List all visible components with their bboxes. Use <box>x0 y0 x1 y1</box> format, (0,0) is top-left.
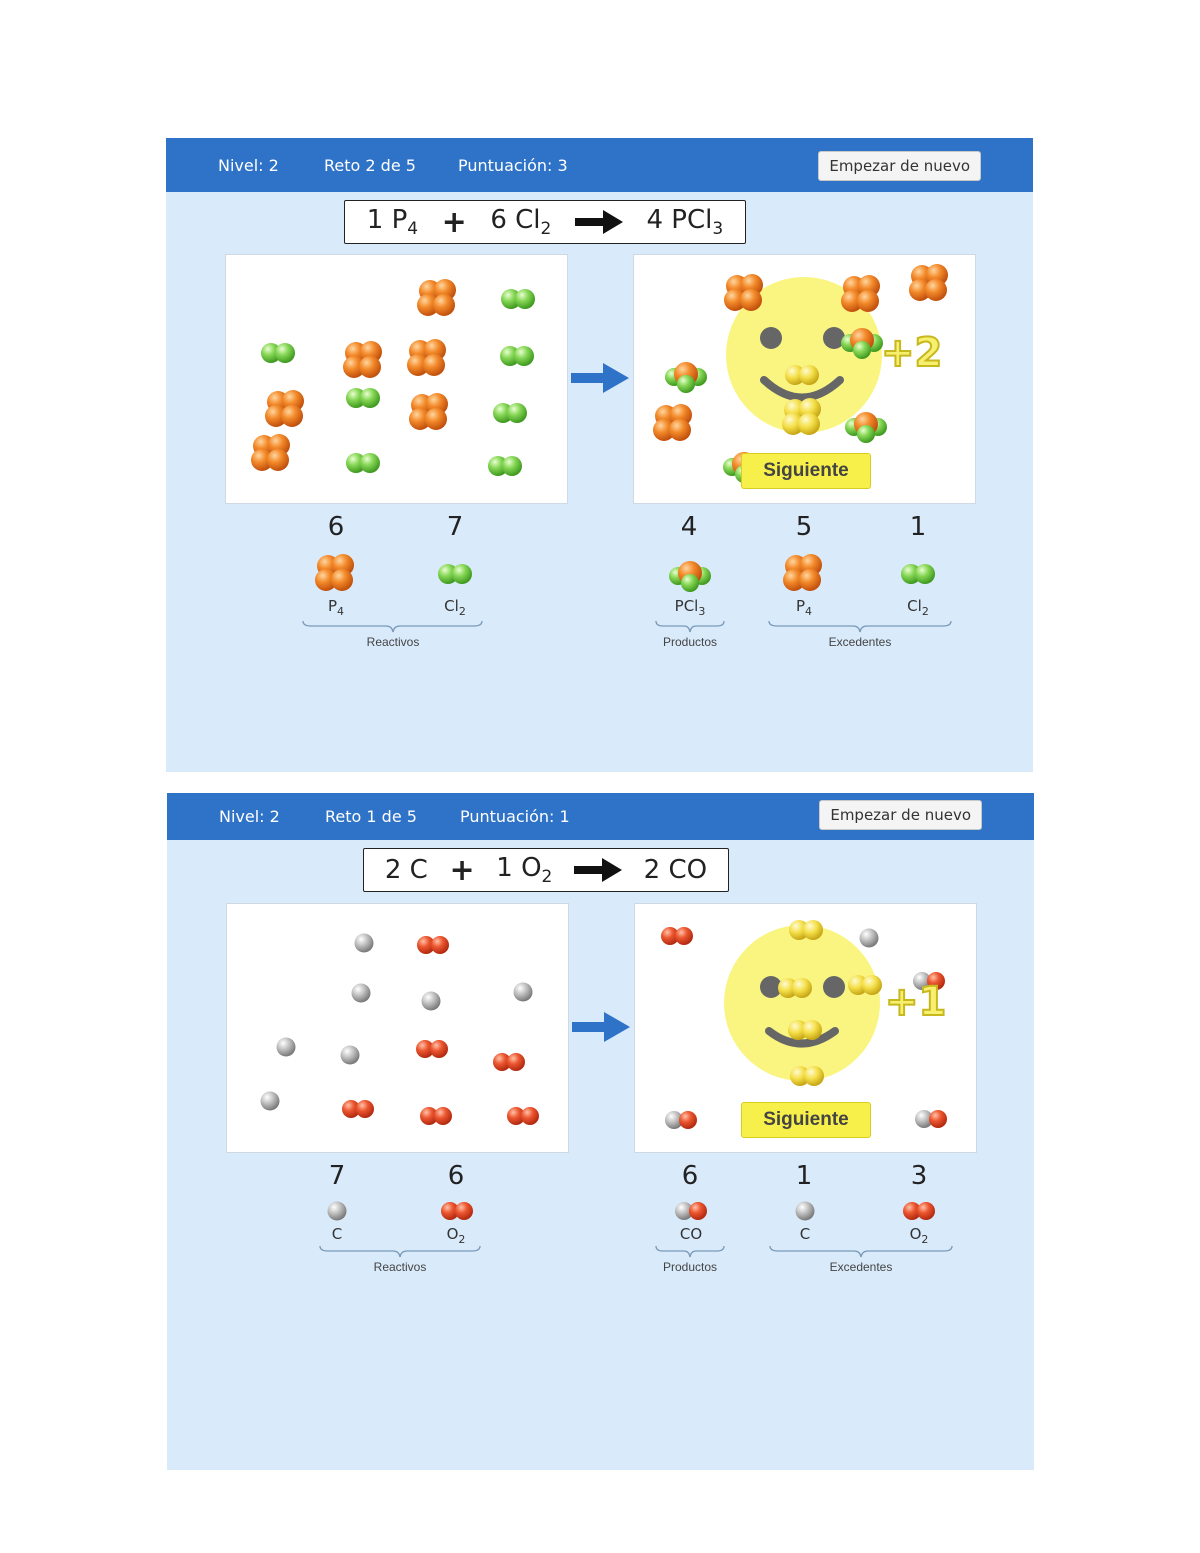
equation-term-2: 6 $Cl_2$ <box>490 204 552 240</box>
group-label-products: Productos <box>662 635 718 649</box>
count-product-pcl3: 4 <box>680 512 698 542</box>
products-box <box>634 903 977 1153</box>
count-excess-cl2: 1 <box>909 512 927 542</box>
count-reactant-p4: 6 <box>327 512 345 542</box>
equation-term-1: 1 $P_4$ <box>366 204 419 240</box>
top-bar <box>166 138 1033 192</box>
legend-o2: $O_2$ <box>446 1225 466 1246</box>
legend-pcl3: PCl$_3$ <box>674 597 706 618</box>
group-braces <box>167 1245 1034 1259</box>
legend-cl2: $Cl_2$ <box>444 597 466 618</box>
reactants-box <box>226 903 569 1153</box>
top-bar <box>167 793 1034 840</box>
restart-button[interactable]: Empezar de nuevo <box>819 800 982 830</box>
legend-molecules <box>166 552 1033 602</box>
blue-right-arrow-icon <box>572 1012 630 1042</box>
legend-excess-p4: $P_4$ <box>795 597 813 618</box>
group-label-products: Productos <box>662 1260 718 1274</box>
legend-co: CO <box>679 1225 703 1243</box>
count-excess-p4: 5 <box>795 512 813 542</box>
reactants-box <box>225 254 568 504</box>
equation-term-2: 1 $O_2$ <box>496 852 553 888</box>
equation-term-1: 2 C <box>384 855 428 885</box>
group-label-reactants: Reactivos <box>366 635 420 649</box>
level-label: Nivel: 2 <box>218 155 279 175</box>
right-arrow-icon <box>575 210 623 234</box>
equation-term-3: 2 CO <box>643 855 708 885</box>
score-label: Puntuación: 3 <box>458 155 568 175</box>
legend-c: C <box>331 1225 343 1243</box>
reactant-molecules <box>226 255 567 503</box>
next-button[interactable]: Siguiente <box>741 453 871 489</box>
legend-excess-cl2: $Cl_2$ <box>907 597 929 618</box>
group-label-excess: Excedentes <box>828 635 892 649</box>
products-box <box>633 254 976 504</box>
plus-sign: + <box>441 204 467 240</box>
points-popup: +1 <box>885 979 947 1025</box>
challenge-label: Reto 1 de 5 <box>325 807 417 826</box>
right-arrow-icon <box>574 858 622 882</box>
count-reactant-c: 7 <box>328 1161 346 1191</box>
legend-excess-o2: $O_2$ <box>909 1225 929 1246</box>
reaction-equation <box>344 200 746 244</box>
count-excess-o2: 3 <box>910 1161 928 1191</box>
score-label: Puntuación: 1 <box>460 807 570 826</box>
game-panel-1 <box>166 138 1033 772</box>
group-label-reactants: Reactivos <box>373 1260 427 1274</box>
points-popup: +2 <box>881 330 943 376</box>
count-product-co: 6 <box>681 1161 699 1191</box>
challenge-label: Reto 2 de 5 <box>324 155 416 175</box>
count-reactant-cl2: 7 <box>446 512 464 542</box>
group-label-excess: Excedentes <box>829 1260 893 1274</box>
next-button[interactable]: Siguiente <box>741 1102 871 1138</box>
equation-term-3: 4 PCl$_3$ <box>646 204 724 240</box>
plus-sign: + <box>449 852 475 888</box>
reaction-equation <box>363 848 729 892</box>
count-reactant-o2: 6 <box>447 1161 465 1191</box>
group-braces <box>166 620 1033 634</box>
game-panel-2 <box>167 793 1034 1470</box>
count-excess-c: 1 <box>795 1161 813 1191</box>
level-label: Nivel: 2 <box>219 807 280 826</box>
blue-right-arrow-icon <box>571 363 629 393</box>
reactant-molecules <box>227 904 568 1152</box>
legend-excess-c: C <box>799 1225 811 1243</box>
restart-button[interactable]: Empezar de nuevo <box>818 151 981 181</box>
legend-p4: $P_4$ <box>327 597 345 618</box>
